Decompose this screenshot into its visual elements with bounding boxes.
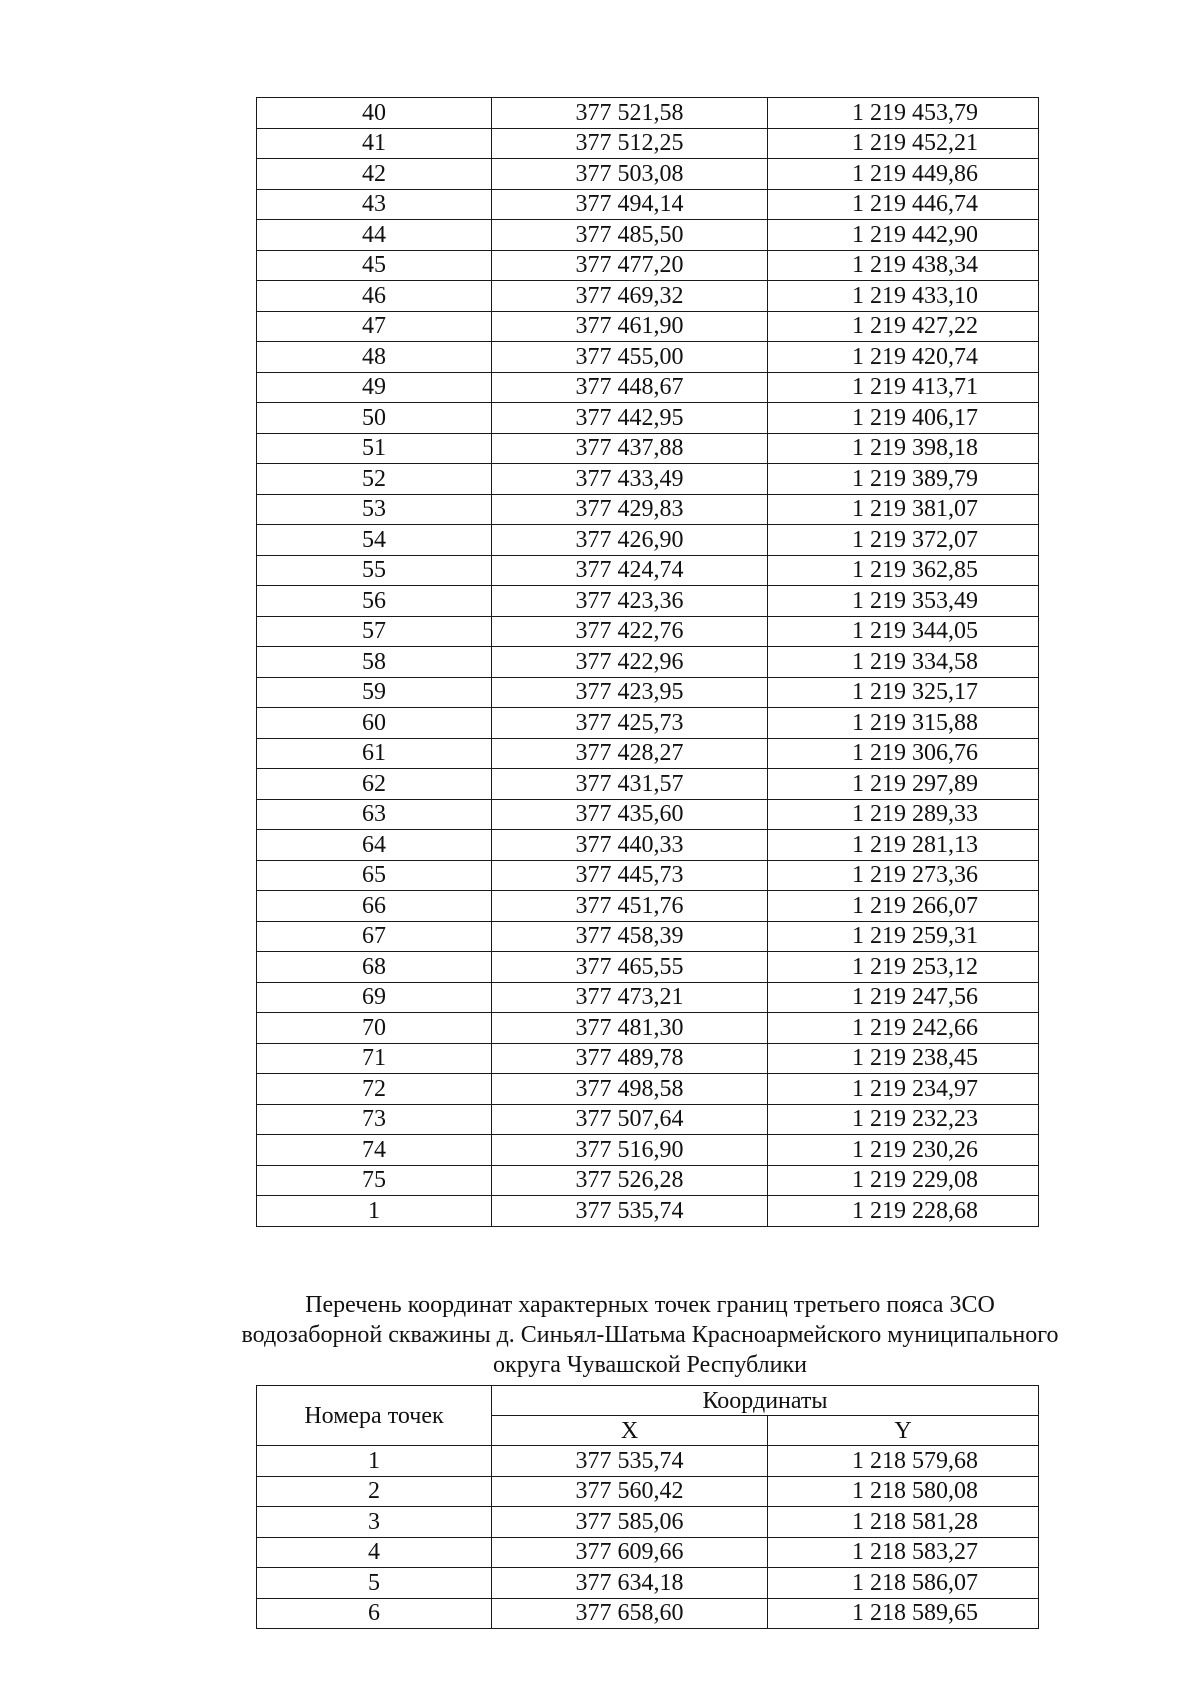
table-row	[257, 616, 1039, 647]
table-row	[257, 128, 1039, 159]
table-row	[257, 494, 1039, 525]
y-coordinate-cell: 1 219 234,97	[768, 1074, 1039, 1105]
point-number-cell: 74	[257, 1135, 492, 1166]
point-number-cell: 52	[257, 464, 492, 495]
x-coordinate-cell: 377 481,30	[492, 1013, 768, 1044]
y-coordinate-cell: 1 219 259,31	[768, 921, 1039, 952]
table-row	[257, 250, 1039, 281]
point-number-cell: 6	[257, 1598, 492, 1629]
header-point-numbers: Номера точек	[257, 1386, 492, 1446]
point-number-cell: 42	[257, 159, 492, 190]
point-number-cell: 2	[257, 1476, 492, 1507]
y-coordinate-cell: 1 219 325,17	[768, 677, 1039, 708]
table-row	[257, 952, 1039, 983]
x-coordinate-cell: 377 423,36	[492, 586, 768, 617]
table-caption	[150, 1290, 1150, 1380]
table-row	[257, 1135, 1039, 1166]
x-coordinate-cell: 377 422,76	[492, 616, 768, 647]
table-row	[257, 860, 1039, 891]
header-x: X	[492, 1416, 768, 1446]
point-number-cell: 71	[257, 1043, 492, 1074]
table-row	[257, 586, 1039, 617]
x-coordinate-cell: 377 461,90	[492, 311, 768, 342]
table-row	[257, 1476, 1039, 1507]
x-coordinate-cell: 377 445,73	[492, 860, 768, 891]
y-coordinate-cell: 1 219 232,23	[768, 1104, 1039, 1135]
x-coordinate-cell: 377 455,00	[492, 342, 768, 373]
x-coordinate-cell: 377 535,74	[492, 1196, 768, 1227]
x-coordinate-cell: 377 431,57	[492, 769, 768, 800]
y-coordinate-cell: 1 219 334,58	[768, 647, 1039, 678]
x-coordinate-cell: 377 521,58	[492, 98, 768, 129]
x-coordinate-cell: 377 469,32	[492, 281, 768, 312]
point-number-cell: 62	[257, 769, 492, 800]
table-row	[257, 891, 1039, 922]
x-coordinate-cell: 377 477,20	[492, 250, 768, 281]
x-coordinate-cell: 377 512,25	[492, 128, 768, 159]
x-coordinate-cell: 377 451,76	[492, 891, 768, 922]
table-row	[257, 921, 1039, 952]
x-coordinate-cell: 377 440,33	[492, 830, 768, 861]
y-coordinate-cell: 1 219 353,49	[768, 586, 1039, 617]
y-coordinate-cell: 1 219 306,76	[768, 738, 1039, 769]
table-row	[257, 311, 1039, 342]
point-number-cell: 64	[257, 830, 492, 861]
point-number-cell: 66	[257, 891, 492, 922]
y-coordinate-cell: 1 219 398,18	[768, 433, 1039, 464]
x-coordinate-cell: 377 426,90	[492, 525, 768, 556]
point-number-cell: 75	[257, 1165, 492, 1196]
header-y: Y	[768, 1416, 1039, 1446]
point-number-cell: 5	[257, 1568, 492, 1599]
table-row	[257, 1074, 1039, 1105]
point-number-cell: 72	[257, 1074, 492, 1105]
x-coordinate-cell: 377 473,21	[492, 982, 768, 1013]
x-coordinate-cell: 377 526,28	[492, 1165, 768, 1196]
x-coordinate-cell: 377 658,60	[492, 1598, 768, 1629]
coordinates-table-continued	[256, 97, 1039, 1227]
x-coordinate-cell: 377 494,14	[492, 189, 768, 220]
table-row	[257, 433, 1039, 464]
y-coordinate-cell: 1 219 344,05	[768, 616, 1039, 647]
x-coordinate-cell: 377 429,83	[492, 494, 768, 525]
point-number-cell: 53	[257, 494, 492, 525]
y-coordinate-cell: 1 219 406,17	[768, 403, 1039, 434]
point-number-cell: 70	[257, 1013, 492, 1044]
point-number-cell: 59	[257, 677, 492, 708]
table-row	[257, 1196, 1039, 1227]
y-coordinate-cell: 1 219 229,08	[768, 1165, 1039, 1196]
y-coordinate-cell: 1 218 589,65	[768, 1598, 1039, 1629]
y-coordinate-cell: 1 218 581,28	[768, 1507, 1039, 1538]
y-coordinate-cell: 1 219 449,86	[768, 159, 1039, 190]
table-row	[257, 1013, 1039, 1044]
y-coordinate-cell: 1 219 266,07	[768, 891, 1039, 922]
table-row	[257, 372, 1039, 403]
x-coordinate-cell: 377 428,27	[492, 738, 768, 769]
y-coordinate-cell: 1 219 281,13	[768, 830, 1039, 861]
point-number-cell: 73	[257, 1104, 492, 1135]
table-row	[257, 464, 1039, 495]
table-row	[257, 281, 1039, 312]
y-coordinate-cell: 1 219 253,12	[768, 952, 1039, 983]
table-row	[257, 555, 1039, 586]
x-coordinate-cell: 377 458,39	[492, 921, 768, 952]
y-coordinate-cell: 1 219 362,85	[768, 555, 1039, 586]
point-number-cell: 68	[257, 952, 492, 983]
point-number-cell: 57	[257, 616, 492, 647]
point-number-cell: 65	[257, 860, 492, 891]
y-coordinate-cell: 1 219 438,34	[768, 250, 1039, 281]
point-number-cell: 51	[257, 433, 492, 464]
x-coordinate-cell: 377 634,18	[492, 1568, 768, 1599]
x-coordinate-cell: 377 516,90	[492, 1135, 768, 1166]
x-coordinate-cell: 377 435,60	[492, 799, 768, 830]
x-coordinate-cell: 377 422,96	[492, 647, 768, 678]
x-coordinate-cell: 377 433,49	[492, 464, 768, 495]
header-coordinates: Координаты	[492, 1386, 1039, 1416]
point-number-cell: 49	[257, 372, 492, 403]
x-coordinate-cell: 377 489,78	[492, 1043, 768, 1074]
x-coordinate-cell: 377 585,06	[492, 1507, 768, 1538]
point-number-cell: 55	[257, 555, 492, 586]
x-coordinate-cell: 377 437,88	[492, 433, 768, 464]
table-row	[257, 403, 1039, 434]
point-number-cell: 1	[257, 1446, 492, 1477]
table-row	[257, 342, 1039, 373]
y-coordinate-cell: 1 219 238,45	[768, 1043, 1039, 1074]
table-row	[257, 189, 1039, 220]
point-number-cell: 54	[257, 525, 492, 556]
table-header	[257, 1386, 1039, 1446]
point-number-cell: 67	[257, 921, 492, 952]
table-row	[257, 708, 1039, 739]
table-row	[257, 769, 1039, 800]
y-coordinate-cell: 1 218 579,68	[768, 1446, 1039, 1477]
x-coordinate-cell: 377 498,58	[492, 1074, 768, 1105]
table-row	[257, 1507, 1039, 1538]
table-row	[257, 1537, 1039, 1568]
point-number-cell: 44	[257, 220, 492, 251]
point-number-cell: 60	[257, 708, 492, 739]
point-number-cell: 40	[257, 98, 492, 129]
table-row	[257, 1043, 1039, 1074]
y-coordinate-cell: 1 219 413,71	[768, 372, 1039, 403]
y-coordinate-cell: 1 219 289,33	[768, 799, 1039, 830]
point-number-cell: 50	[257, 403, 492, 434]
y-coordinate-cell: 1 219 315,88	[768, 708, 1039, 739]
point-number-cell: 47	[257, 311, 492, 342]
table-row	[257, 738, 1039, 769]
table-row	[257, 830, 1039, 861]
x-coordinate-cell: 377 485,50	[492, 220, 768, 251]
y-coordinate-cell: 1 218 586,07	[768, 1568, 1039, 1599]
point-number-cell: 61	[257, 738, 492, 769]
point-number-cell: 45	[257, 250, 492, 281]
y-coordinate-cell: 1 219 247,56	[768, 982, 1039, 1013]
y-coordinate-cell: 1 219 389,79	[768, 464, 1039, 495]
y-coordinate-cell: 1 219 228,68	[768, 1196, 1039, 1227]
y-coordinate-cell: 1 219 427,22	[768, 311, 1039, 342]
table-row	[257, 1598, 1039, 1629]
point-number-cell: 43	[257, 189, 492, 220]
y-coordinate-cell: 1 219 442,90	[768, 220, 1039, 251]
point-number-cell: 46	[257, 281, 492, 312]
point-number-cell: 4	[257, 1537, 492, 1568]
table-row	[257, 159, 1039, 190]
point-number-cell: 41	[257, 128, 492, 159]
point-number-cell: 58	[257, 647, 492, 678]
x-coordinate-cell: 377 442,95	[492, 403, 768, 434]
x-coordinate-cell: 377 560,42	[492, 1476, 768, 1507]
y-coordinate-cell: 1 219 446,74	[768, 189, 1039, 220]
y-coordinate-cell: 1 219 433,10	[768, 281, 1039, 312]
table-row	[257, 98, 1039, 129]
y-coordinate-cell: 1 218 583,27	[768, 1537, 1039, 1568]
x-coordinate-cell: 377 503,08	[492, 159, 768, 190]
y-coordinate-cell: 1 219 273,36	[768, 860, 1039, 891]
x-coordinate-cell: 377 609,66	[492, 1537, 768, 1568]
third-zone-coordinates-table	[256, 1385, 1039, 1629]
table-row	[257, 1104, 1039, 1135]
third-zone-table-body	[257, 1446, 1039, 1629]
x-coordinate-cell: 377 424,74	[492, 555, 768, 586]
x-coordinate-cell: 377 535,74	[492, 1446, 768, 1477]
caption-line-2: водозаборной скважины д. Синьял-Шатьма Красноармейского муниципального	[241, 1322, 1059, 1348]
x-coordinate-cell: 377 465,55	[492, 952, 768, 983]
table-row	[257, 677, 1039, 708]
table-row	[257, 799, 1039, 830]
y-coordinate-cell: 1 219 242,66	[768, 1013, 1039, 1044]
y-coordinate-cell: 1 219 230,26	[768, 1135, 1039, 1166]
x-coordinate-cell: 377 423,95	[492, 677, 768, 708]
coordinates-table-body	[257, 98, 1039, 1227]
y-coordinate-cell: 1 219 381,07	[768, 494, 1039, 525]
point-number-cell: 1	[257, 1196, 492, 1227]
table-row	[257, 1568, 1039, 1599]
table-row	[257, 525, 1039, 556]
x-coordinate-cell: 377 507,64	[492, 1104, 768, 1135]
table-row	[257, 1446, 1039, 1477]
table-row	[257, 982, 1039, 1013]
caption-line-1: Перечень координат характерных точек границ третьего пояса ЗСО	[305, 1292, 995, 1318]
table-row	[257, 220, 1039, 251]
table-row	[257, 1165, 1039, 1196]
y-coordinate-cell: 1 219 453,79	[768, 98, 1039, 129]
y-coordinate-cell: 1 219 297,89	[768, 769, 1039, 800]
point-number-cell: 63	[257, 799, 492, 830]
point-number-cell: 56	[257, 586, 492, 617]
y-coordinate-cell: 1 219 420,74	[768, 342, 1039, 373]
x-coordinate-cell: 377 425,73	[492, 708, 768, 739]
y-coordinate-cell: 1 218 580,08	[768, 1476, 1039, 1507]
table-row	[257, 647, 1039, 678]
point-number-cell: 3	[257, 1507, 492, 1538]
caption-line-3: округа Чувашской Республики	[493, 1352, 807, 1378]
point-number-cell: 48	[257, 342, 492, 373]
y-coordinate-cell: 1 219 372,07	[768, 525, 1039, 556]
x-coordinate-cell: 377 448,67	[492, 372, 768, 403]
y-coordinate-cell: 1 219 452,21	[768, 128, 1039, 159]
point-number-cell: 69	[257, 982, 492, 1013]
